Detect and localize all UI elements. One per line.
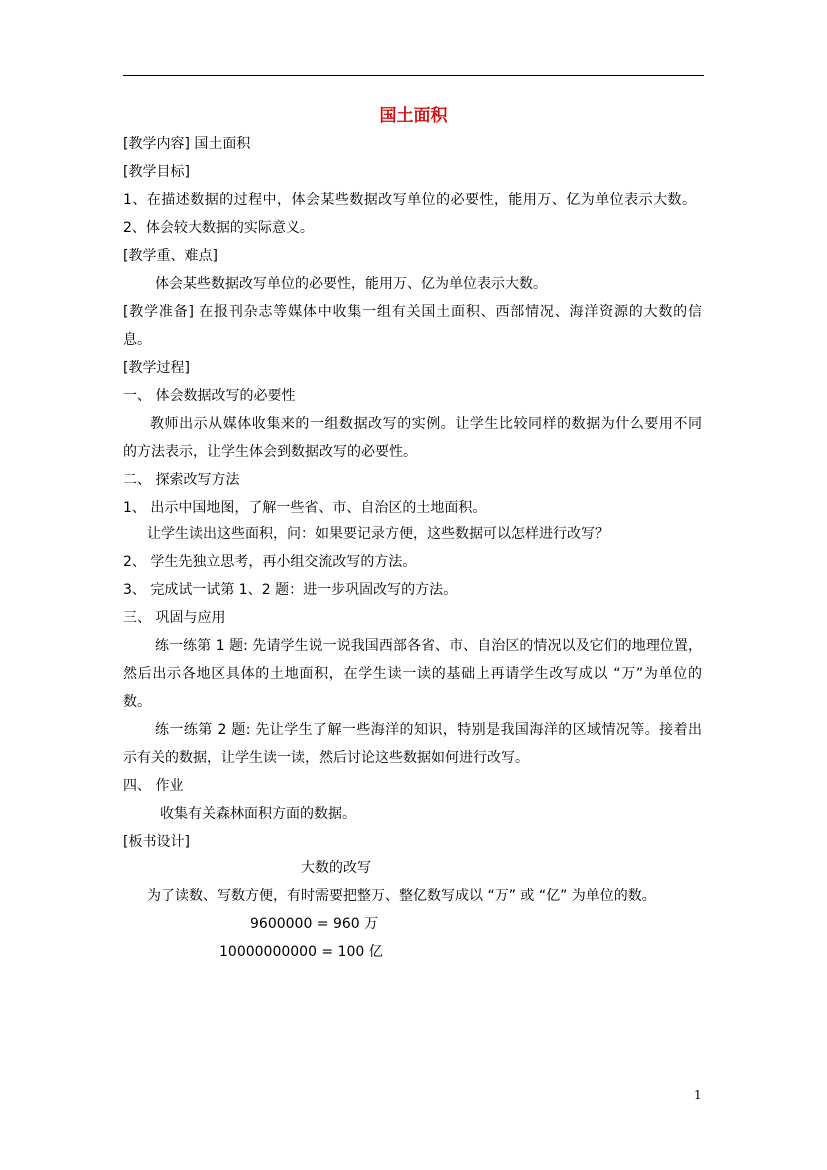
exercise-2-line-1: 练一练第 2 题: 先让学生了解一些海洋的知识，特别是我国海洋的区域情况等。接着出 xyxy=(155,722,702,738)
section-1-paragraph-line-2: 的方法表示，让学生体会到数据改写的必要性。 xyxy=(123,444,417,460)
exercise-1-line-1: 练一练第 1 题: 先请学生说一说我国西部各省、市、自治区的情况以及它们的地理位置， xyxy=(155,638,702,654)
document-title: 国土面积 xyxy=(379,106,448,126)
board-design-heading: [板书设计] xyxy=(123,834,190,850)
section-1-paragraph-line-1: 教师出示从媒体收集来的一组数据改写的实例。让学生比较同样的数据为什么要用不同 xyxy=(150,416,702,432)
section-3-heading: 三、 巩固与应用 xyxy=(123,610,226,626)
key-points-heading: [教学重、难点] xyxy=(123,248,218,264)
section-1-heading: 一、 体会数据改写的必要性 xyxy=(123,388,296,404)
section-2-item-3: 3、 完成试一试第 1、2 题：进一步巩固改写的方法。 xyxy=(123,582,458,598)
section-2-item-2: 2、 学生先独立思考，再小组交流改写的方法。 xyxy=(123,554,417,570)
board-explanation: 为了读数、写数方便，有时需要把整万、整亿数写成以 “万” 或 “亿” 为单位的数。 xyxy=(147,888,656,904)
board-title: 大数的改写 xyxy=(301,860,371,876)
exercise-1-line-3: 数。 xyxy=(123,694,151,710)
header-rule xyxy=(123,75,704,76)
board-example-1: 9600000 = 960 万 xyxy=(250,916,379,932)
key-points-text: 体会某些数据改写单位的必要性，能用万、亿为单位表示大数。 xyxy=(155,276,547,292)
preparation-line-1: [教学准备] 在报刊杂志等媒体中收集一组有关国土面积、西部情况、海洋资源的大数的信 xyxy=(123,304,702,320)
board-example-2: 10000000000 = 100 亿 xyxy=(219,944,383,960)
goal-item-1: 1、在描述数据的过程中，体会某些数据改写单位的必要性，能用万、亿为单位表示大数。 xyxy=(123,192,696,208)
process-heading: [教学过程] xyxy=(123,360,190,376)
teaching-goals-heading: [教学目标] xyxy=(123,164,190,180)
section-2-item-1: 1、 出示中国地图，了解一些省、市、自治区的土地面积。 xyxy=(123,500,487,516)
exercise-2-line-2: 示有关的数据，让学生读一读，然后讨论这些数据如何进行改写。 xyxy=(123,750,529,766)
section-2-item-1-detail: 让学生读出这些面积，问：如果要记录方便，这些数据可以怎样进行改写？ xyxy=(147,526,609,542)
section-2-heading: 二、 探索改写方法 xyxy=(123,472,240,488)
homework-text: 收集有关森林面积方面的数据。 xyxy=(160,806,356,822)
section-4-heading: 四、 作业 xyxy=(123,778,184,794)
goal-item-2: 2、体会较大数据的实际意义。 xyxy=(123,220,314,236)
page-number: 1 xyxy=(694,1088,702,1102)
exercise-1-line-2: 然后出示各地区具体的土地面积，在学生读一读的基础上再请学生改写成以 “万”为单位的 xyxy=(123,666,702,682)
teaching-content-line: [教学内容] 国土面积 xyxy=(123,136,251,152)
preparation-line-2: 息。 xyxy=(123,332,151,348)
